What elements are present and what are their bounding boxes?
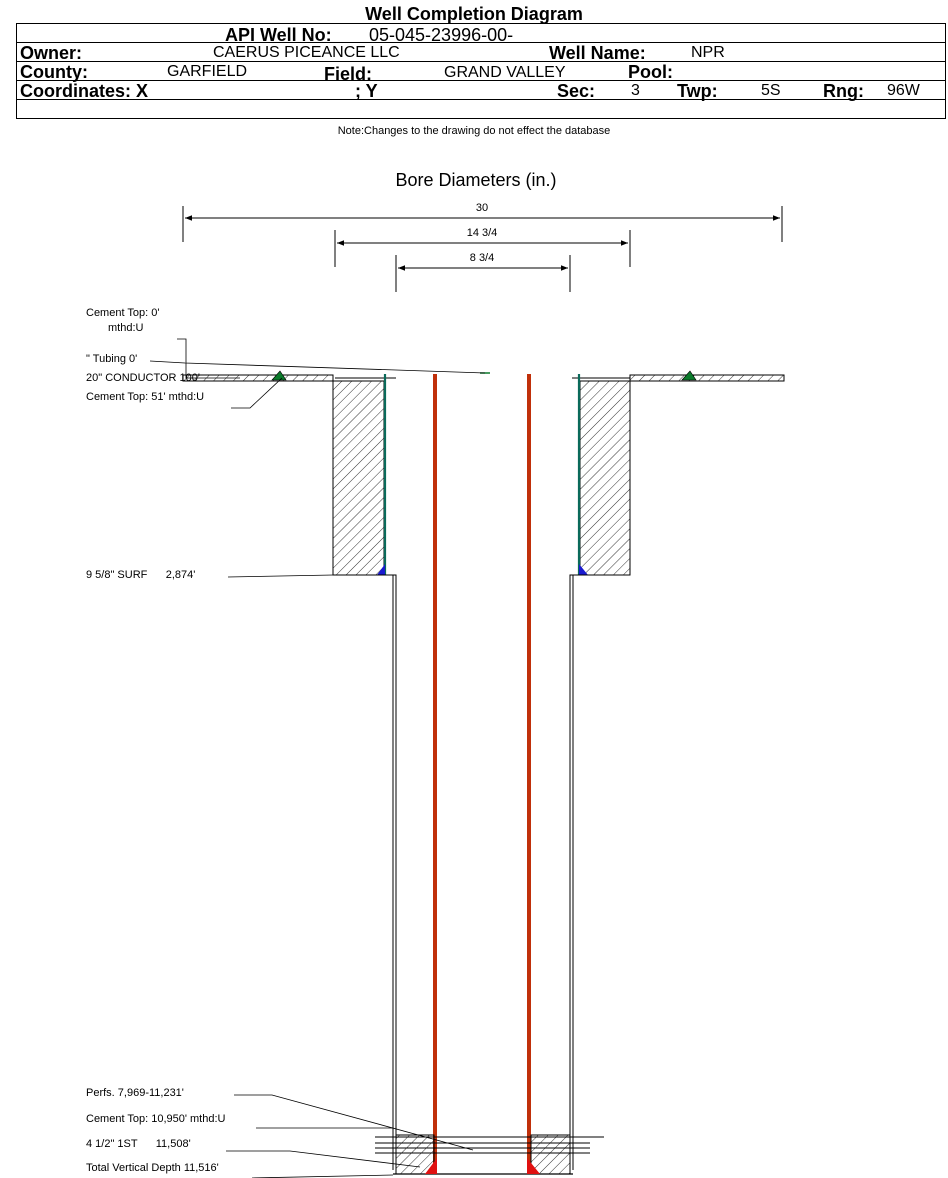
field-label: Field: — [324, 64, 372, 84]
tubing-left-wall — [433, 374, 437, 1174]
owner-label: Owner: — [20, 43, 83, 63]
tubing-right-wall — [527, 374, 531, 1174]
cement-top-51-label: Cement Top: 51' mthd:U — [86, 391, 205, 403]
coordinates-x-label: Coordinates: X — [20, 81, 149, 101]
bore-dimension-label: 30 — [475, 202, 489, 214]
county-value: GARFIELD — [167, 63, 248, 80]
section-label: Sec: — [557, 81, 596, 101]
bore-dimension-label: 8 3/4 — [469, 252, 495, 264]
api-well-label: API Well No: — [225, 25, 332, 45]
database-note: Note:Changes to the drawing do not effect the database — [337, 125, 611, 137]
open-hole-wall-left — [333, 575, 396, 1170]
conductor-cement-right — [630, 375, 784, 381]
coordinates-y-label: ; Y — [355, 81, 378, 101]
bottom-cement-right — [531, 1135, 570, 1174]
conductor-label: 20" CONDUCTOR 100' — [86, 372, 201, 384]
perforations-label: Perfs. 7,969-11,231' — [86, 1087, 184, 1099]
surface-cement-left — [333, 381, 384, 575]
bottom-cement-left — [396, 1135, 434, 1174]
township-value: 5S — [761, 82, 781, 99]
cement-top-10950-label: Cement Top: 10,950' mthd:U — [86, 1113, 226, 1125]
bore-dimension-8-3-4 — [396, 252, 570, 292]
total-vertical-depth-label: Total Vertical Depth 11,516' — [86, 1162, 219, 1174]
section-value: 3 — [631, 82, 640, 99]
range-value: 96W — [887, 82, 920, 99]
production-casing-label: 4 1/2" 1ST 11,508' — [86, 1138, 191, 1150]
cement-top-0-label: Cement Top: 0' — [86, 307, 160, 319]
well-name-value: NPR — [691, 44, 725, 61]
bore-dimension-label: 14 3/4 — [466, 227, 498, 239]
pool-label: Pool: — [628, 62, 673, 82]
surface-casing-label: 9 5/8" SURF 2,874' — [86, 569, 196, 581]
surface-cement-right — [580, 381, 630, 575]
open-hole-wall-right — [570, 575, 630, 1170]
cement-top-0-method: mthd:U — [108, 322, 144, 334]
field-value: GRAND VALLEY — [444, 64, 566, 81]
range-label: Rng: — [823, 81, 864, 101]
tubing-label: " Tubing 0' — [86, 353, 138, 365]
township-label: Twp: — [677, 81, 718, 101]
well-name-label: Well Name: — [549, 43, 646, 63]
api-well-value: 05-045-23996-00- — [369, 25, 514, 45]
bore-diameters-title: Bore Diameters (in.) — [395, 170, 557, 190]
county-label: County: — [20, 62, 88, 82]
page-title: Well Completion Diagram — [365, 4, 583, 24]
owner-value: CAERUS PICEANCE LLC — [213, 44, 400, 61]
